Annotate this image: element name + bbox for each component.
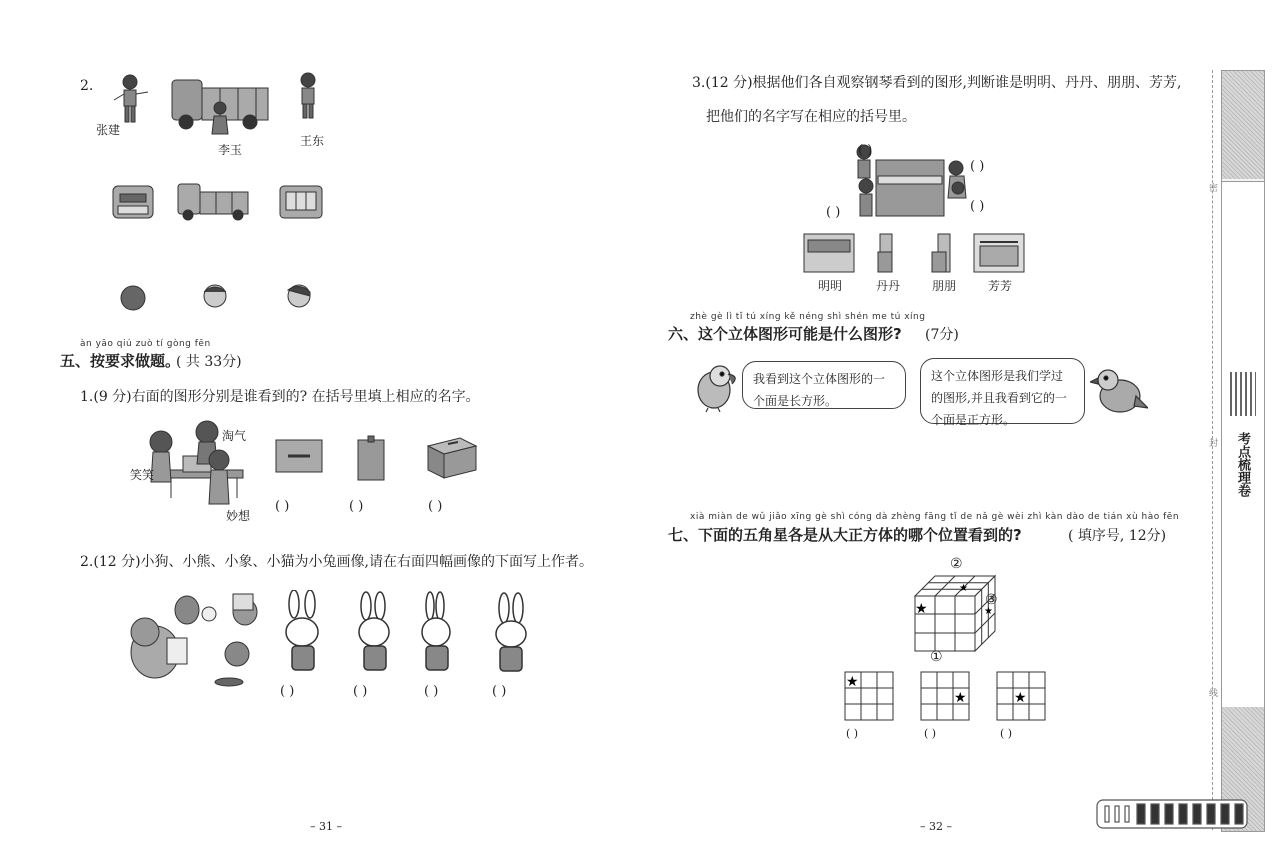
watermark-logo: [1095, 798, 1255, 830]
grid-answer-3[interactable]: ( ): [1000, 727, 1013, 740]
piano-answer-top-left[interactable]: ( ): [858, 143, 873, 158]
piano-name-dandan: 丹丹: [876, 279, 901, 293]
piano-name-fangfang: 芳芳: [988, 279, 1013, 293]
grid2-star: ★: [954, 690, 967, 706]
cube-label-1: ①: [930, 649, 943, 665]
section6-pinyin: zhè gè lì tǐ tú xíng kě néng shì shén me tú xíng: [690, 312, 926, 322]
cube-top-star: ★: [959, 583, 968, 594]
sidebar-strip: [1221, 70, 1265, 832]
q1-text: 1.(9 分)右面的图形分别是谁看到的? 在括号里填上相应的名字。: [80, 389, 480, 405]
bubble-parrot: [742, 361, 906, 409]
q2-answer-2[interactable]: ( ): [353, 684, 368, 699]
piano-name-mingming: 明明: [818, 279, 843, 293]
grid-answer-1[interactable]: ( ): [846, 727, 859, 740]
q2-answer-4[interactable]: ( ): [492, 684, 507, 699]
bird-figure: [1090, 364, 1148, 420]
sidebar-hatch-top: [1222, 71, 1264, 179]
name-miaoxiang: 妙想: [226, 509, 251, 523]
star-grids-figure: [843, 670, 1053, 722]
q3-line2: 把他们的名字写在相应的括号里。: [706, 109, 916, 125]
cube-label-3: ③: [985, 592, 998, 608]
q2-text: 2.(12 分)小狗、小熊、小象、小猫为小兔画像,请在右面四幅画像的下面写上作者。: [80, 554, 593, 570]
cube-figure: [905, 556, 1015, 666]
piano-answer-top-right[interactable]: ( ): [970, 159, 985, 174]
grid1-star: ★: [846, 674, 859, 690]
q2-answer-3[interactable]: ( ): [424, 684, 439, 699]
piano-answer-bottom-left[interactable]: ( ): [826, 205, 841, 220]
grid3-star: ★: [1014, 690, 1027, 706]
head-views-figure: [115, 280, 330, 315]
truck-views-figure: [110, 182, 330, 224]
q3-line1: 3.(12 分)根据他们各自观察钢琴看到的图形,判断谁是明明、丹丹、朋朋、芳芳,: [692, 75, 1182, 91]
piano-scene-figure: [818, 140, 1038, 222]
q2-answer-1[interactable]: ( ): [280, 684, 295, 699]
section6-score: (7分): [925, 327, 959, 343]
q1-answer-2[interactable]: ( ): [349, 499, 364, 514]
piano-answer-bottom-right[interactable]: ( ): [970, 199, 985, 214]
q1-answer-1[interactable]: ( ): [275, 499, 290, 514]
seal-char-feng: 封: [1207, 438, 1217, 447]
bubble-parrot-text: 我看到这个立体图形的一个面是长方形。: [753, 372, 886, 408]
cube-label-2: ②: [950, 556, 963, 572]
bubble-bird-text: 这个立体图形是我们学过的图形,并且我看到它的一个面是正方形。: [931, 369, 1067, 427]
name-taoqi: 淘气: [222, 429, 247, 443]
name-xiaoxiao: 笑笑: [130, 468, 155, 482]
animals-painting-scene: [125, 588, 275, 693]
question-2-label: 2.: [80, 78, 94, 94]
cube-side-star: ★: [984, 606, 993, 617]
section7-score: ( 填序号, 12分): [1068, 528, 1167, 544]
piano-name-pengpeng: 朋朋: [932, 279, 957, 293]
seal-char-mi: 密: [1207, 183, 1217, 192]
right-page-number: – 32 –: [920, 820, 952, 833]
name-wangdong: 王东: [300, 134, 325, 148]
bubble-bird: [920, 358, 1085, 427]
section5-pinyin: àn yāo qiú zuò tí gòng fēn: [80, 339, 211, 349]
rabbit-portraits-figure: [280, 590, 540, 680]
sidebar-middle: [1222, 181, 1264, 708]
cube-front-star: ★: [915, 601, 928, 617]
sidebar-title: 考点梳理卷: [1235, 432, 1250, 497]
q1-answer-3[interactable]: ( ): [428, 499, 443, 514]
seal-char-xian: 线: [1207, 688, 1217, 697]
section6-title: 六、这个立体图形可能是什么图形?: [668, 325, 902, 343]
piano-views-figure: [800, 230, 1030, 275]
sidebar-barcode-graphic: [1230, 372, 1256, 416]
parrot-figure: [690, 362, 746, 414]
name-zhangjian: 张建: [96, 123, 121, 137]
grid-answer-2[interactable]: ( ): [924, 727, 937, 740]
left-page-number: – 31 –: [310, 820, 342, 833]
box-views-figure: [270, 432, 480, 484]
section7-title: 七、下面的五角星各是从大正方体的哪个位置看到的?: [668, 526, 1022, 544]
section7-pinyin: xià miàn de wǔ jiǎo xīng gè shì cóng dà zhèng fāng tǐ de nǎ gè wèi zhì kàn dào de tián xù hào fēn: [690, 512, 1180, 522]
section5-title: 五、按要求做题。: [60, 352, 181, 370]
section5-score: ( 共 33分): [176, 354, 242, 370]
name-liyu: 李玉: [218, 143, 243, 157]
